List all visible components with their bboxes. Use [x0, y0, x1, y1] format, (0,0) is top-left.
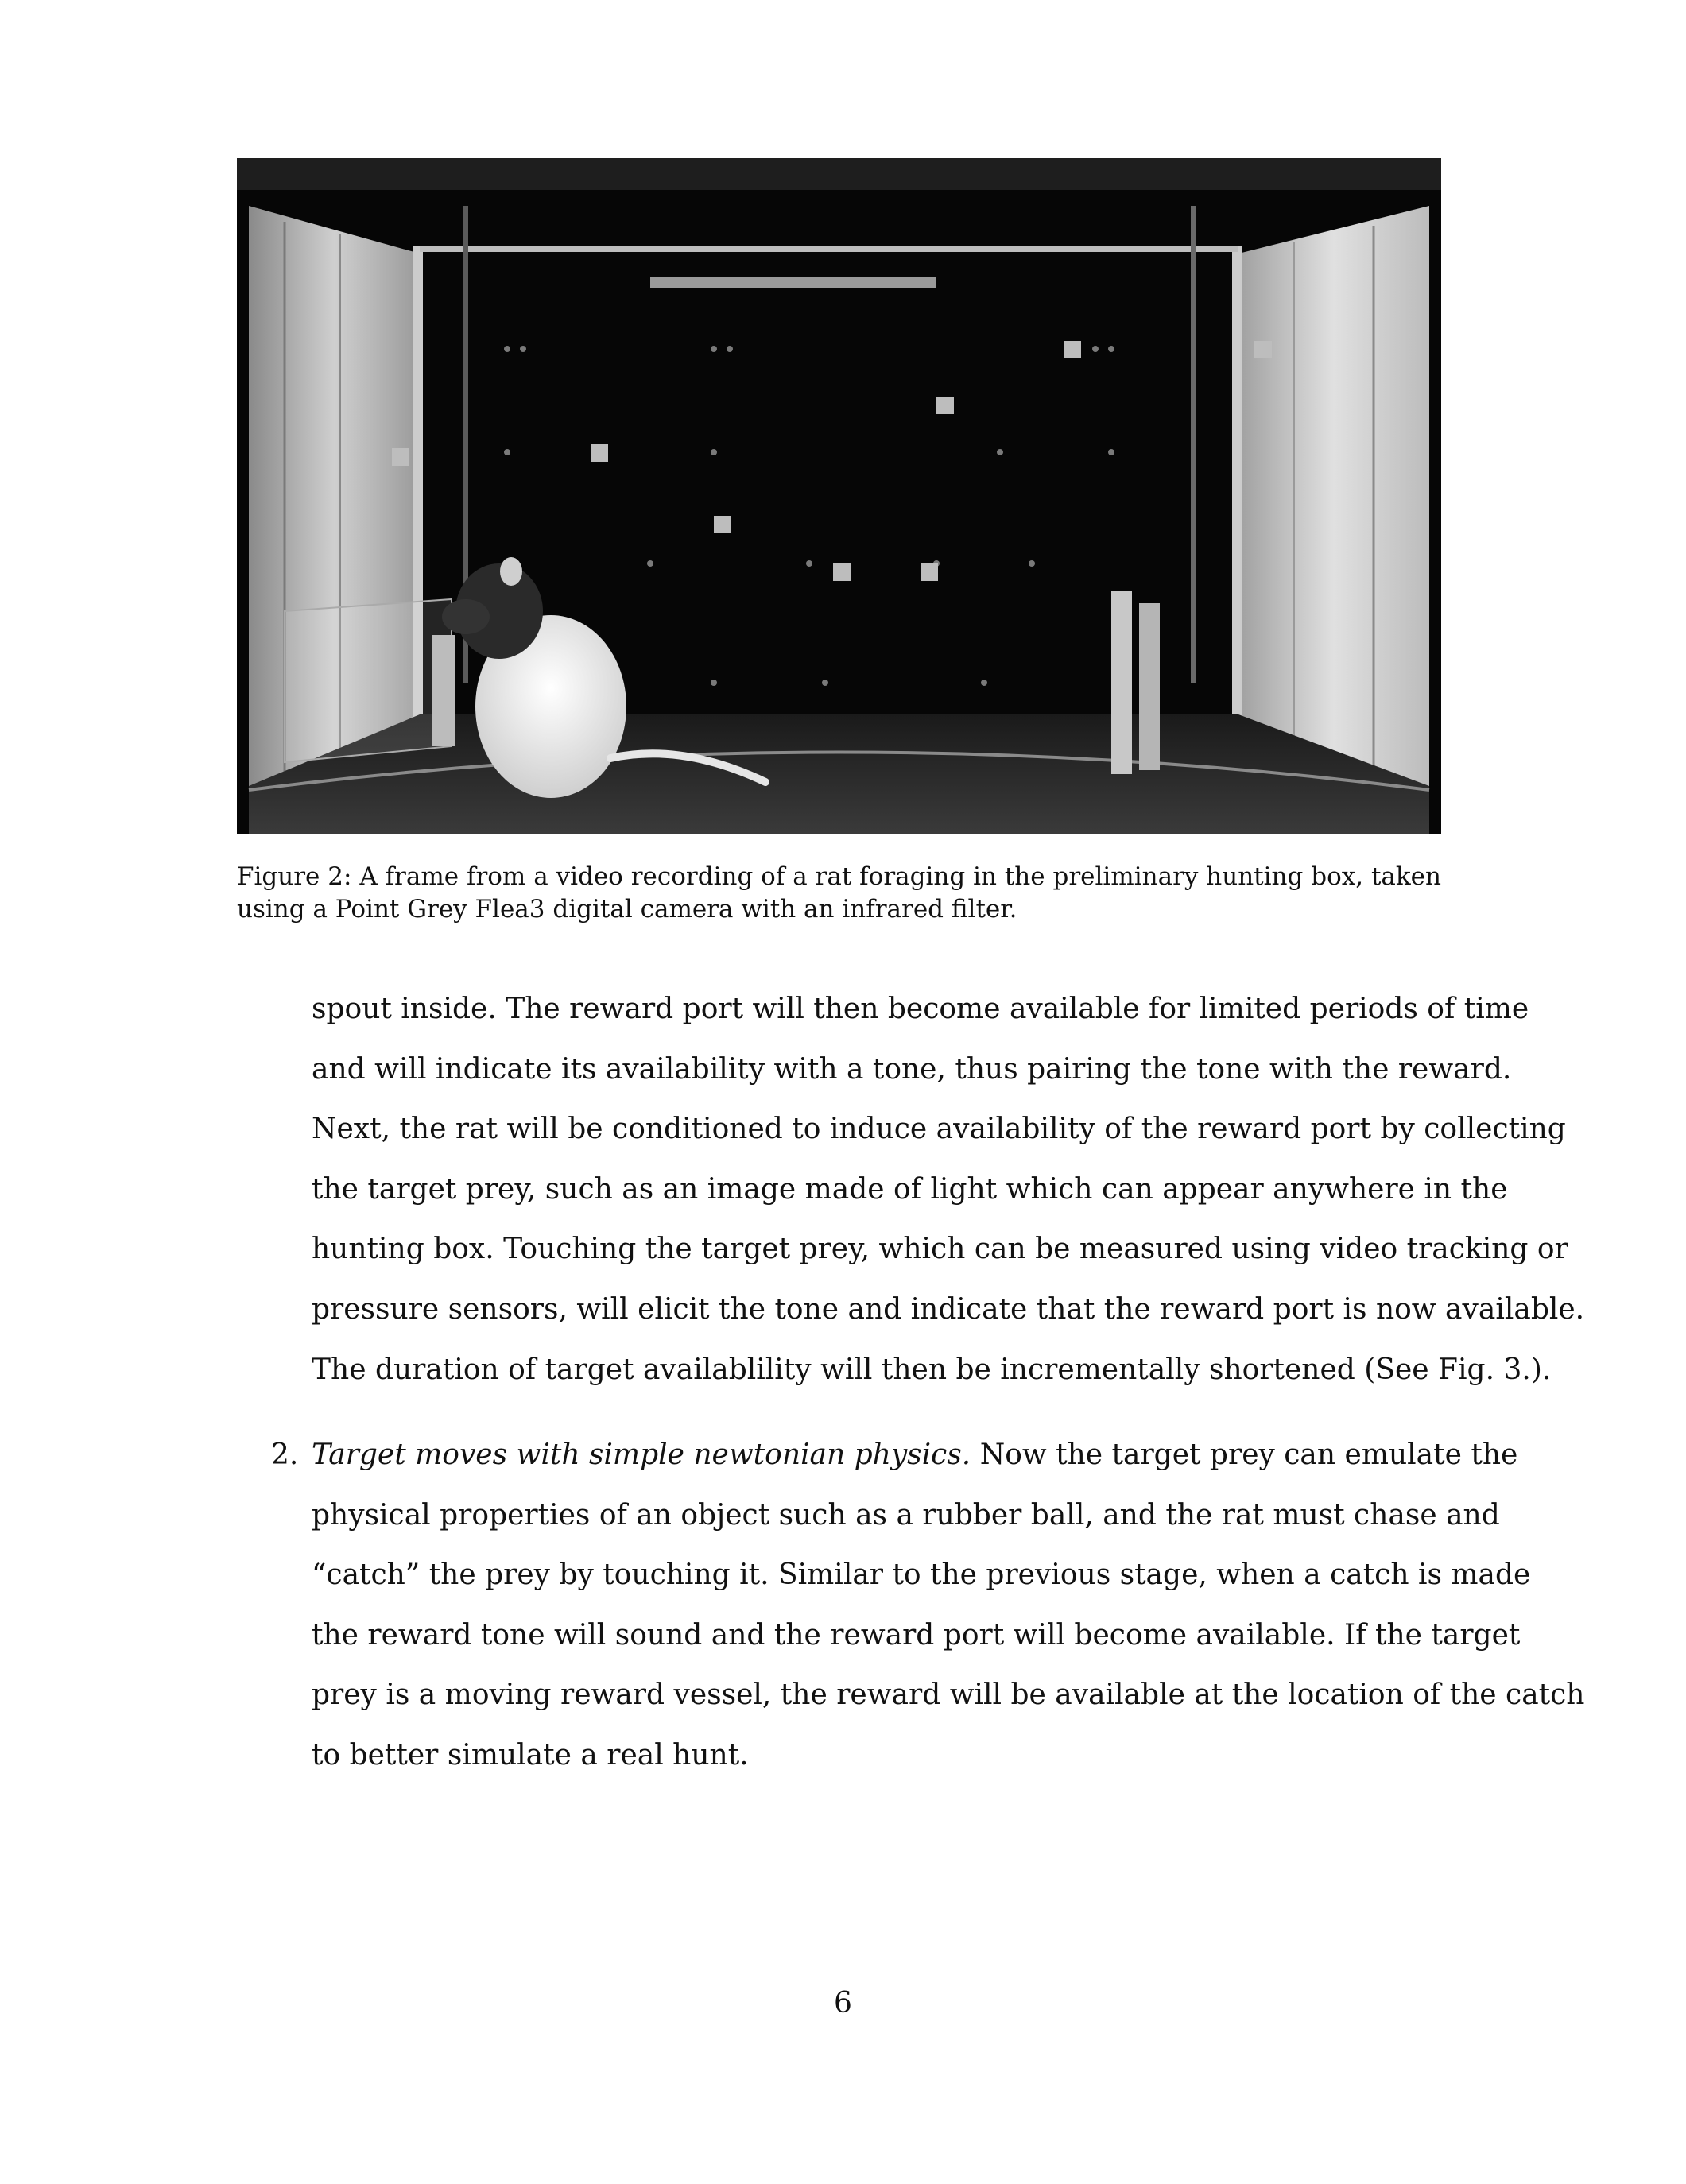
text-line: to better simulate a real hunt.: [312, 1738, 749, 1772]
body-paragraph: [312, 979, 1585, 1400]
list-item-2: [312, 1425, 1585, 1786]
rat-in-hunting-box-image: [237, 158, 1441, 834]
text-line: “catch” the prey by touching it. Similar to the previous stage, when a catch is made: [312, 1559, 1531, 1592]
list-item-text: Now the target prey can emulate the: [979, 1439, 1518, 1471]
text-line: and will indicate its availability with a tone, thus pairing the tone with the reward.: [312, 1052, 1512, 1086]
text-line: Next, the rat will be conditioned to induce availability of the reward port by collecting: [312, 1113, 1566, 1146]
text-line: prey is a moving reward vessel, the reward will be available at the location of the catch: [312, 1679, 1585, 1712]
list-item-title: Target moves with simple newtonian physics.: [312, 1439, 971, 1471]
text-line: spout inside. The reward port will then become available for limited periods of time: [312, 993, 1529, 1025]
text-line: the reward tone will sound and the reward port will become available. If the target: [312, 1618, 1521, 1652]
figure-photo: [237, 158, 1441, 834]
text-line: The duration of target availablility will then be incrementally shortened (See Fig. 3.).: [312, 1353, 1552, 1386]
text-line: [312, 1425, 1518, 1485]
text-line: pressure sensors, will elicit the tone and indicate that the reward port is now available.: [312, 1292, 1585, 1326]
text-line: physical properties of an object such as a rubber ball, and the rat must chase and: [312, 1498, 1500, 1532]
figure-caption: Figure 2: A frame from a video recording of a rat foraging in the preliminary hunting box, taken using a Point Grey Flea3 digital camera with an infrared filter.: [237, 862, 1441, 924]
page-number: 6: [834, 1987, 852, 2019]
list-item-number: 2.: [271, 1439, 299, 1471]
text-line: the target prey, such as an image made of light which can appear anywhere in the: [312, 1172, 1508, 1206]
text-line: hunting box. Touching the target prey, which can be measured using video tracking or: [312, 1233, 1568, 1266]
